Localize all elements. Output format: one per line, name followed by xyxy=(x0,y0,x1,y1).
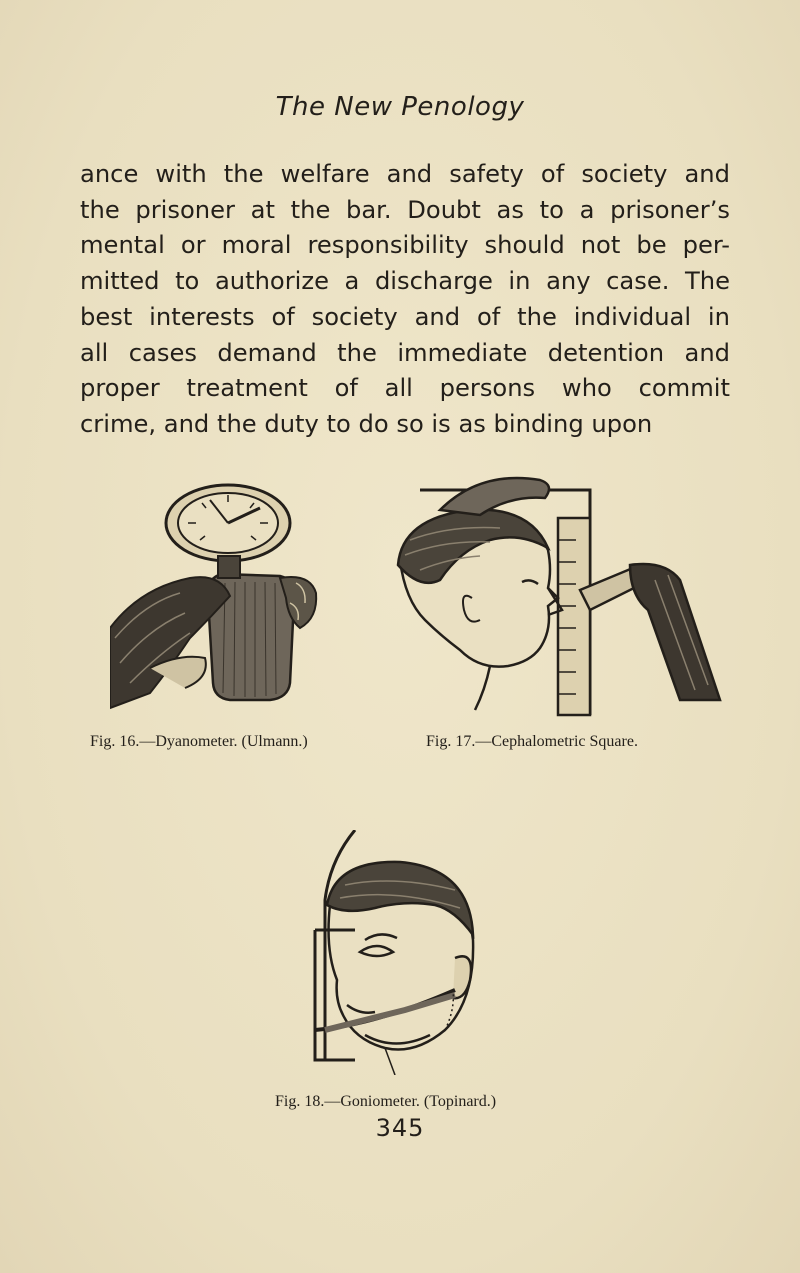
cephalometric-square-illustration xyxy=(380,470,725,720)
text-line: the prisoner at the bar. Doubt as to a prisoner’s xyxy=(80,195,730,224)
text-line: ance with the welfare and safety of society and xyxy=(80,160,730,188)
running-head: The New Penology xyxy=(275,92,525,122)
figure-16-caption: Fig. 16.—Dyanometer. (Ulmann.) xyxy=(90,733,308,750)
page-number: 345 xyxy=(375,1114,425,1142)
text-line: crime, and the duty to do so is as binding upon xyxy=(80,409,653,438)
text-line: mitted to authorize a discharge in any case. The xyxy=(80,267,730,296)
text-line: mental or moral responsibility should not be per- xyxy=(80,231,730,260)
goniometer-illustration xyxy=(305,830,475,1075)
figure-18-caption: Fig. 18.—Goniometer. (Topinard.) xyxy=(275,1093,497,1110)
text-line: best interests of society and of the individual in xyxy=(80,302,730,331)
body-paragraph xyxy=(80,157,730,443)
text-line: proper treatment of all persons who commit xyxy=(80,374,730,403)
figure-17-caption: Fig. 17.—Cephalometric Square. xyxy=(426,733,638,750)
text-line: all cases demand the immediate detention and xyxy=(80,338,730,367)
dyanometer-illustration xyxy=(110,478,330,723)
